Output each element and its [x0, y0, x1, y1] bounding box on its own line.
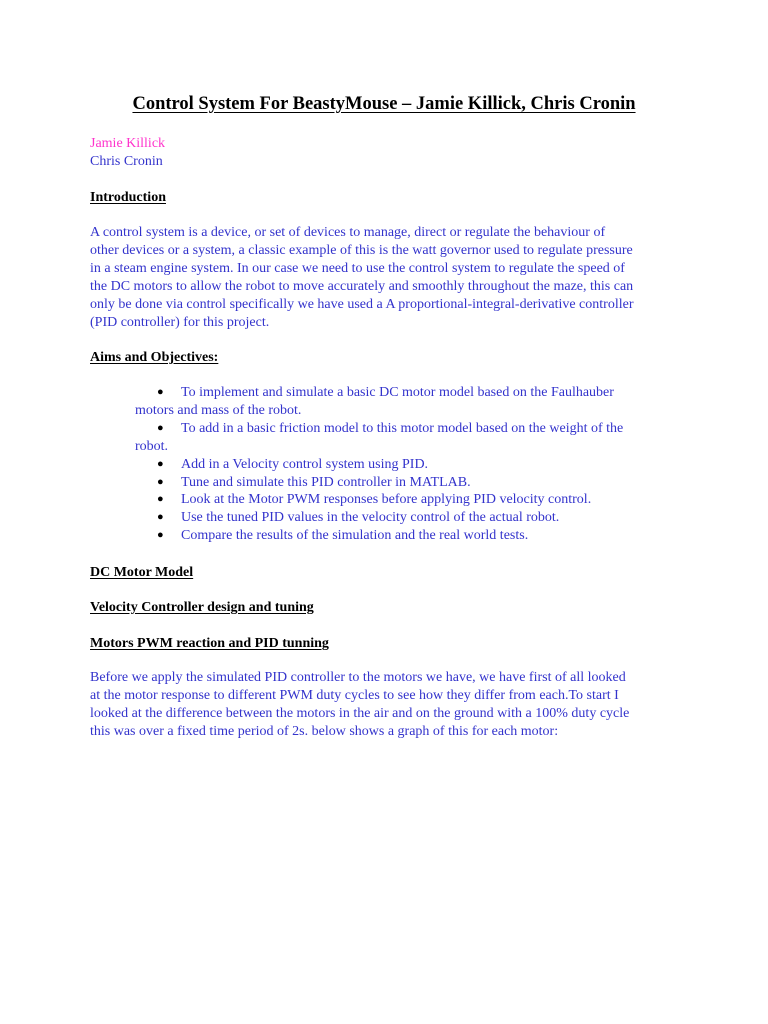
introduction-line: the DC motors to allow the robot to move accurately and smoothly throughout the maze, this can	[90, 278, 634, 294]
list-item	[135, 420, 695, 456]
pwm-line: at the motor response to different PWM duty cycles to see how they differ from each.To start I	[90, 687, 619, 703]
aims-list	[135, 384, 695, 545]
bullet-icon: ●	[157, 511, 164, 524]
author-chris-cronin: Chris Cronin	[90, 154, 163, 169]
aim-text: To add in a basic friction model to this motor model based on the weight of the	[181, 420, 624, 436]
pwm-line: Before we apply the simulated PID controller to the motors we have, we have first of all looked	[90, 670, 626, 685]
heading-introduction: Introduction	[90, 190, 166, 205]
pwm-line: this was over a fixed time period of 2s. below shows a graph of this for each motor:	[90, 723, 559, 739]
pwm-paragraph	[90, 669, 680, 741]
heading-dc-motor-model: DC Motor Model	[90, 565, 194, 580]
introduction-paragraph	[90, 224, 680, 331]
heading-velocity-controller: Velocity Controller design and tuning	[90, 600, 314, 615]
list-item	[135, 527, 695, 545]
bullet-icon: ●	[157, 493, 164, 506]
bullet-icon: ●	[157, 529, 164, 542]
list-item	[135, 491, 695, 509]
list-item	[135, 474, 695, 492]
heading-aims-and-objectives: Aims and Objectives:	[90, 350, 219, 365]
heading-motors-pwm-reaction: Motors PWM reaction and PID tunning	[90, 636, 329, 651]
list-item	[135, 456, 695, 474]
aim-text: Use the tuned PID values in the velocity control of the actual robot.	[181, 510, 560, 526]
pwm-line: looked at the difference between the motors in the air and on the ground with a 100% duty cycle	[90, 705, 630, 721]
list-item	[135, 384, 695, 420]
bullet-icon: ●	[157, 421, 164, 434]
aim-text-continued: motors and mass of the robot.	[135, 402, 302, 418]
aim-text: To implement and simulate a basic DC motor model based on the Faulhauber	[181, 385, 614, 400]
bullet-icon: ●	[157, 475, 164, 488]
aim-text: Compare the results of the simulation and the real world tests.	[181, 528, 529, 544]
author-jamie-killick: Jamie Killick	[90, 136, 166, 151]
aim-text: Tune and simulate this PID controller in MATLAB.	[181, 474, 471, 490]
aim-text-continued: robot.	[135, 438, 169, 454]
aim-text: Add in a Velocity control system using PID.	[181, 456, 429, 472]
bullet-icon: ●	[157, 457, 164, 470]
list-item	[135, 509, 695, 527]
aim-text: Look at the Motor PWM responses before applying PID velocity control.	[181, 492, 592, 508]
introduction-line: only be done via control specifically we have used a A proportional-integral-derivative controller	[90, 296, 634, 312]
document-title: Control System For BeastyMouse – Jamie Killick, Chris Cronin	[132, 94, 636, 114]
introduction-line: in a steam engine system. In our case we need to use the control system to regulate the speed of	[90, 260, 625, 276]
introduction-line: other devices or a system, a classic example of this is the watt governor used to regulate pressure	[90, 242, 633, 258]
introduction-line: (PID controller) for this project.	[90, 314, 270, 330]
bullet-icon: ●	[157, 386, 164, 398]
introduction-line: A control system is a device, or set of devices to manage, direct or regulate the behaviour of	[90, 225, 606, 240]
